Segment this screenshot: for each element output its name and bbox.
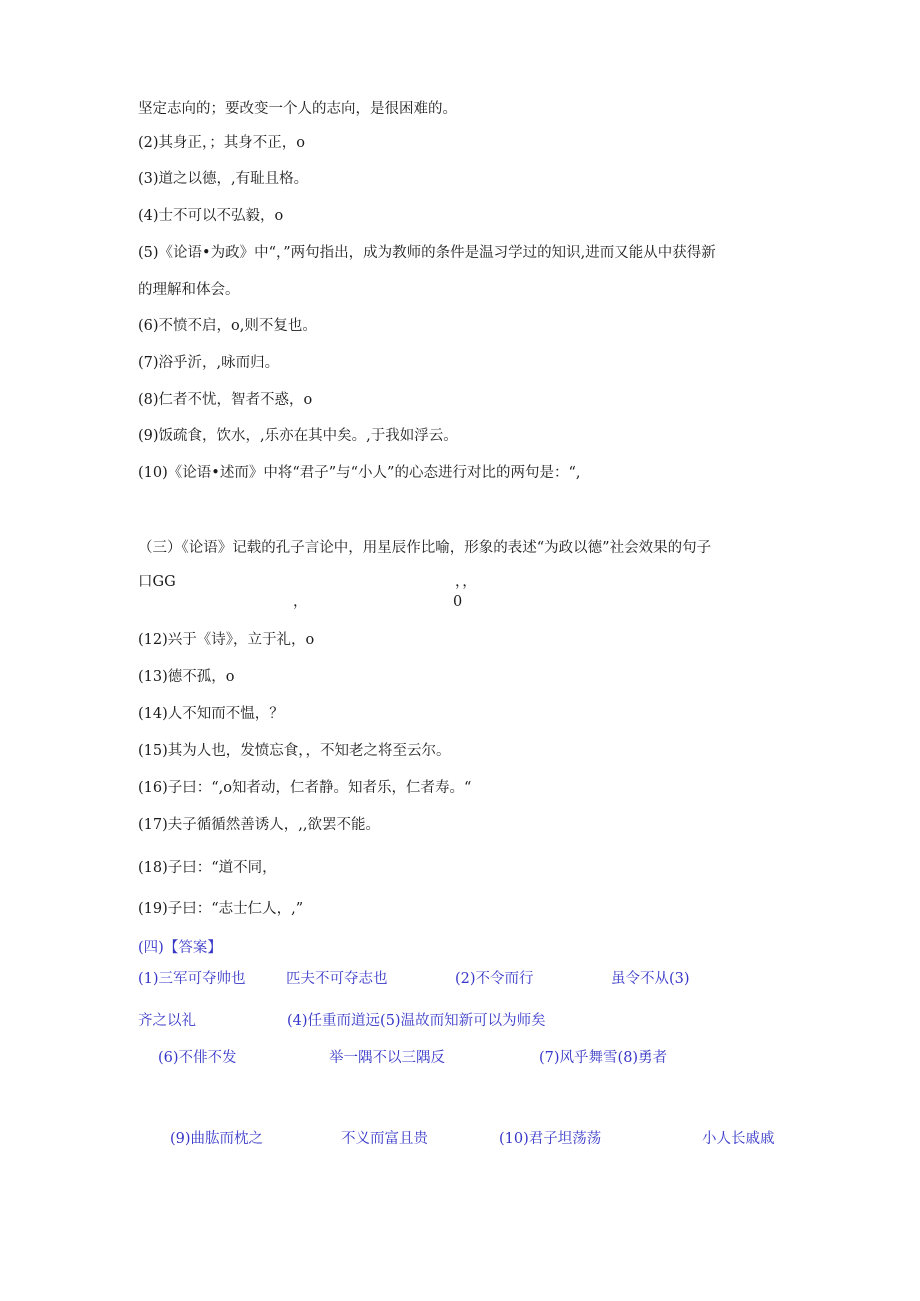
answer-item: (4)任重而道远(5)温故而知新可以为师矣 (287, 1013, 546, 1029)
answer-heading: (四)【答案】 (138, 940, 222, 956)
answer-item: 虽令不从(3) (611, 971, 690, 987)
text-line-4: (4)士不可以不弘毅，o (138, 208, 284, 224)
text-line-3: (3)道之以德，,有耻且格。 (138, 171, 309, 187)
text-line-19: (19)子曰：“志士仁人，,” (138, 901, 304, 917)
text-line-17: (17)夫子循循然善诱人，,,欲罢不能。 (138, 817, 380, 833)
text-line-10: (9)饭疏食，饮水，,乐亦在其中矣。,于我如浮云。 (138, 428, 458, 444)
text-line-18: (18)子曰：“道不同， (138, 860, 277, 876)
answer-item: (7)风乎舞雪(8)勇者 (539, 1050, 668, 1066)
text-line-13: (13)德不孤，o (138, 669, 235, 685)
answer-item: (9)曲肱而枕之 (170, 1131, 264, 1147)
section3-line-1: （三）《论语》记载的孔子言论中，用星辰作比喻，形象的表述“为政以德”社会效果的句子 (138, 540, 712, 556)
text-line-9: (8)仁者不忧，智者不惑，o (138, 392, 313, 408)
answer-item: 匹夫不可夺志也 (286, 971, 388, 987)
text-line-14: (14)人不知而不愠，？ (138, 706, 284, 722)
answer-item: 不义而富且贵 (341, 1131, 428, 1147)
answer-item: 举一隅不以三隅反 (329, 1050, 445, 1066)
text-line-12: (12)兴于《诗》，立于礼，o (138, 632, 315, 648)
answer-item: (10)君子坦荡荡 (499, 1131, 602, 1147)
section3-fragment-3: 0 (453, 594, 463, 610)
answer-item: (1)三军可夺帅也 (138, 971, 246, 987)
answer-item: (6)不俳不发 (158, 1050, 237, 1066)
section3-fragment-2: ， (293, 594, 308, 610)
answer-item: 小人长戚戚 (702, 1131, 775, 1147)
text-line-8: (7)浴乎沂，,咏而归。 (138, 355, 280, 371)
section3-fragment-1: ，， (455, 574, 477, 590)
answer-item: (2)不令而行 (455, 971, 534, 987)
text-line-11: (10)《论语•述而》中将“君子”与“小人”的心态进行对比的两句是：“, (138, 465, 581, 481)
text-line-5: (5)《论语•为政》中“，”两句指出，成为教师的条件是温习学过的知识,进而又能从中获得新 (138, 245, 716, 261)
text-line-16: (16)子曰：“,o知者动，仁者静。知者乐，仁者寿。“ (138, 780, 472, 796)
text-line-2: (2)其身正，；其身不正，o (138, 135, 306, 151)
answer-item: 齐之以礼 (138, 1013, 196, 1029)
section3-line-2: 口GG (138, 574, 176, 590)
text-line-1: 坚定志向的；要改变一个人的志向，是很困难的。 (138, 101, 457, 117)
text-line-7: (6)不愤不启，o,则不复也。 (138, 318, 317, 334)
text-line-6: 的理解和体会。 (138, 282, 240, 298)
text-line-15: (15)其为人也，发愤忘食，，不知老之将至云尔。 (138, 743, 451, 759)
